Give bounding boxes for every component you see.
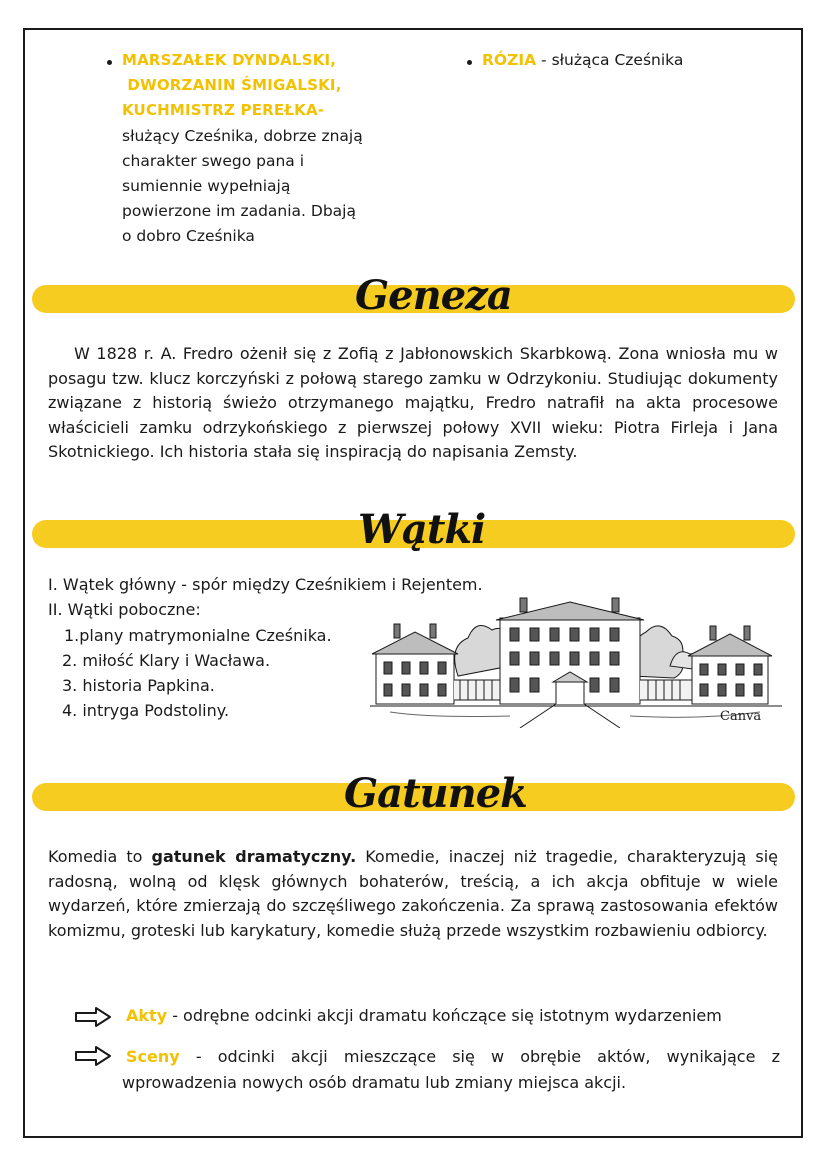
akty-term: Akty <box>126 1006 168 1025</box>
sceny-definition <box>126 1044 780 1070</box>
side-plots-header: II. Wątki poboczne: <box>48 600 201 619</box>
manor-house-illustration <box>370 596 782 728</box>
servants-description <box>122 124 422 249</box>
gatunek-rest: Komedie, inaczej niż tragedie, charakteryzują się radosną, wolną od klęsk głównych bohaterów, treścią, a ich akcja obfituje w wiele wydarzeń, które zmierzają do szczęśliwego zakończenia. Za sprawą zastosowania efektów komizmu, groteski lub karykatury, komedie służą przede wszystkim rozbawieniu odbiorcy. <box>48 847 778 940</box>
side-plot-item: 4. intryga Podstoliny. <box>62 701 230 720</box>
section-title-watki: Wątki <box>358 506 486 553</box>
side-plot-item: 1.plany matrymonialne Cześnika. <box>64 626 332 645</box>
side-plot-item: 3. historia Papkina. <box>62 676 215 695</box>
akty-def: - odrębne odcinki akcji dramatu kończące się istotnym wydarzeniem <box>167 1006 722 1025</box>
desc-line: charakter swego pana i <box>122 152 305 170</box>
gatunek-text <box>48 845 778 943</box>
sceny-def: - odcinki akcji mieszczące się w obrębie aktów, wynikające z <box>179 1047 780 1066</box>
bullet-dot <box>467 60 472 65</box>
geneza-paragraph: W 1828 r. A. Fredro ożenił się z Zofią z Jabłonowskich Skarbkową. Zona wniosła mu w posagu tzw. klucz korczyński z połową starego zamku w Odrzykoniu. Studiując dokumenty związane z historią świeżo otrzymanego majątku, Fredro natrafił na akta procesowe właścicieli zamku odrzykońskiego z pierwszej połowy XVII wieku: Piotra Firleja i Jana Skotnickiego. Ich historia stała się inspiracją do napisania Zemsty. <box>48 344 778 461</box>
rozia-desc: - służąca Cześnika <box>536 51 684 69</box>
akty-definition <box>126 1003 722 1028</box>
side-plot-item: 2. miłość Klary i Wacława. <box>62 651 271 670</box>
section-title-gatunek: Gatunek <box>344 770 527 817</box>
sceny-term: Sceny <box>126 1047 180 1066</box>
arrow-right-icon <box>74 1045 112 1067</box>
desc-line: powierzone im zadania. Dbają <box>122 202 356 220</box>
name-smigalski: DWORZANIN ŚMIGALSKI, <box>122 76 342 94</box>
section-title-geneza: Geneza <box>355 272 512 319</box>
name-perelka: KUCHMISTRZ PEREŁKA- <box>122 101 325 119</box>
gatunek-lead: Komedia to <box>48 847 152 866</box>
rozia-entry <box>482 48 683 73</box>
sceny-def-continued: wprowadzenia nowych osób dramatu lub zmiany miejsca akcji. <box>122 1073 627 1092</box>
main-plot: I. Wątek główny - spór między Cześnikiem i Rejentem. <box>48 575 483 594</box>
desc-line: służący Cześnika, dobrze znają <box>122 127 363 145</box>
image-caption: Canva <box>720 709 762 724</box>
arrow-right-icon <box>74 1006 112 1028</box>
geneza-text <box>48 342 778 465</box>
name-rozia: RÓZIA <box>482 51 537 69</box>
desc-line: sumiennie wypełniają <box>122 177 291 195</box>
gatunek-bold: gatunek dramatyczny. <box>151 847 357 866</box>
bullet-dot <box>107 60 112 65</box>
character-names <box>122 48 422 123</box>
name-dyndalski: MARSZAŁEK DYNDALSKI, <box>122 51 337 69</box>
desc-line: o dobro Cześnika <box>122 227 255 245</box>
